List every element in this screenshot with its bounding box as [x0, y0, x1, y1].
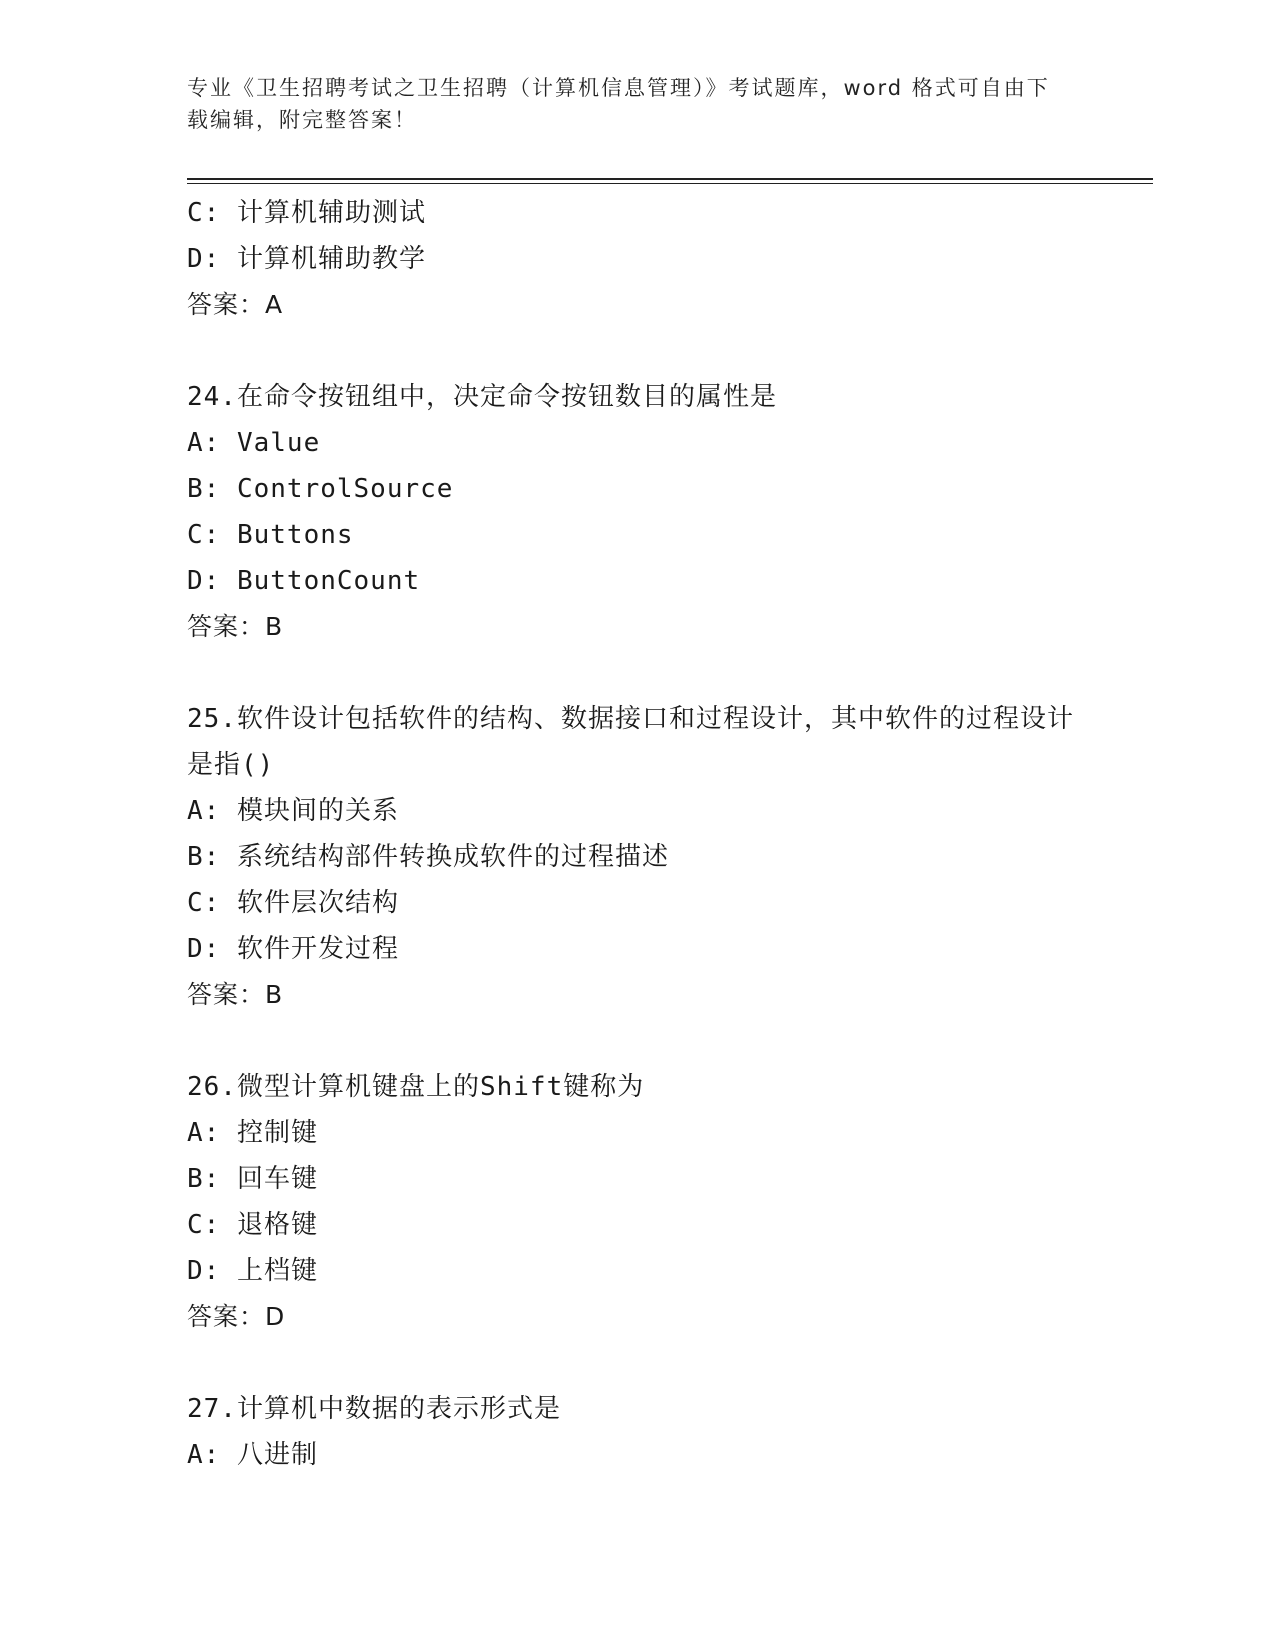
spacer: [187, 650, 1107, 696]
option-a: A: 模块间的关系: [187, 796, 399, 826]
question-text: 27.计算机中数据的表示形式是: [187, 1394, 561, 1424]
spacer: [187, 328, 1107, 374]
option-a: A: 八进制: [187, 1440, 318, 1470]
option-a: A: Value: [187, 428, 321, 458]
answer: 答案：A: [187, 290, 284, 319]
option-c: C: 计算机辅助测试: [187, 198, 426, 228]
option-d: D: 计算机辅助教学: [187, 244, 426, 274]
question-24: [187, 374, 1107, 650]
option-a: A: 控制键: [187, 1118, 318, 1148]
question-27: [187, 1386, 1107, 1478]
option-d: D: ButtonCount: [187, 566, 421, 596]
document-header: 专业《卫生招聘考试之卫生招聘（计算机信息管理）》考试题库，word 格式可自由下载编辑，附完整答案！: [187, 76, 1050, 132]
question-text: 25.软件设计包括软件的结构、数据接口和过程设计，其中软件的过程设计是指(): [187, 704, 1074, 780]
option-c: C: Buttons: [187, 520, 354, 550]
spacer: [187, 1018, 1107, 1064]
option-c: C: 退格键: [187, 1210, 318, 1240]
question-list: [187, 190, 1107, 1478]
option-d: D: 上档键: [187, 1256, 318, 1286]
question-26: [187, 1064, 1107, 1340]
question-text: 26.微型计算机键盘上的Shift键称为: [187, 1072, 645, 1102]
spacer: [187, 1340, 1107, 1386]
question-25: [187, 696, 1107, 1018]
question-text: 24.在命令按钮组中，决定命令按钮数目的属性是: [187, 382, 777, 412]
answer: 答案：D: [187, 1302, 286, 1331]
answer: 答案：B: [187, 980, 284, 1009]
option-b: B: 系统结构部件转换成软件的过程描述: [187, 842, 669, 872]
answer: 答案：B: [187, 612, 284, 641]
option-d: D: 软件开发过程: [187, 934, 399, 964]
header-divider-thin: [187, 183, 1153, 184]
option-c: C: 软件层次结构: [187, 888, 399, 918]
option-b: B: 回车键: [187, 1164, 318, 1194]
header-divider: [187, 178, 1153, 180]
question-23-partial: [187, 190, 1107, 328]
option-b: B: ControlSource: [187, 474, 454, 504]
